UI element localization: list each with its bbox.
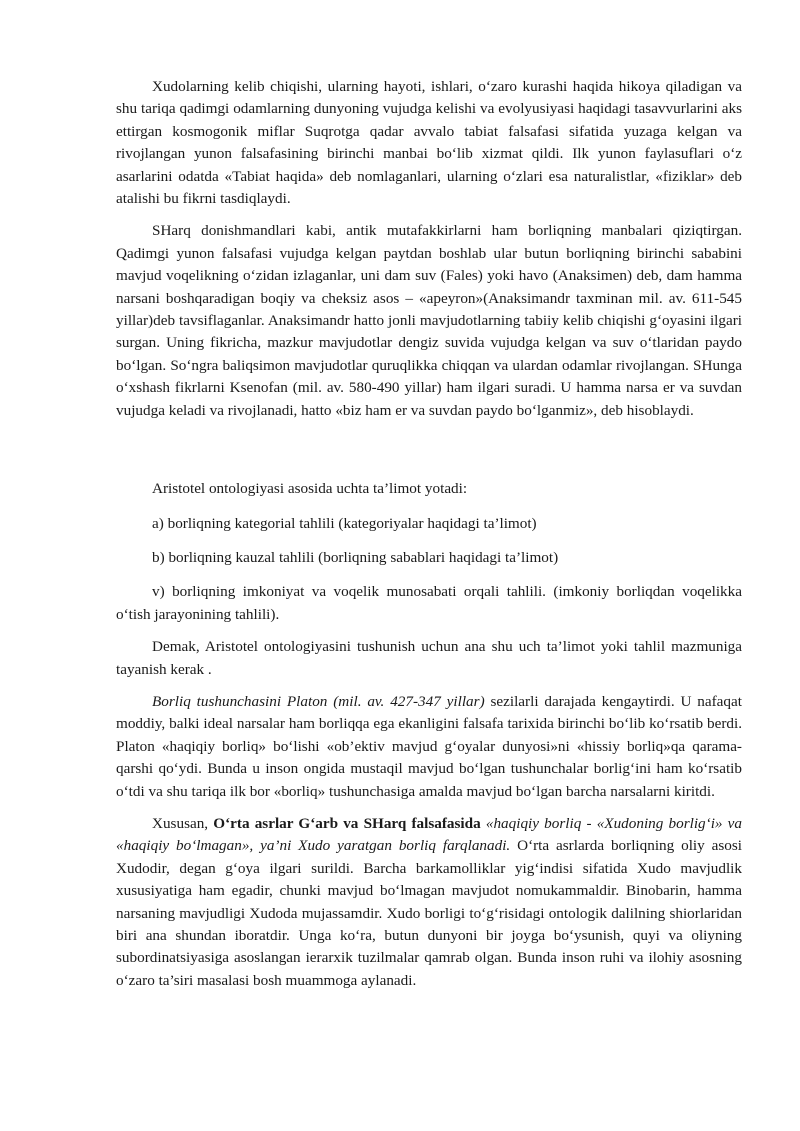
list-item-categorial: a) borliqning kategorial tahlili (kategoriyalar haqidagi ta’limot) <box>152 514 537 532</box>
paragraph-aristotle-intro: Aristotel ontologiyasi asosida uchta ta’limot yotadi: <box>152 480 468 498</box>
paragraph-middle-ages <box>116 813 742 992</box>
list-item-causal: b) borliqning kauzal tahlili (borliqning sabablari haqidagi ta’limot) <box>152 548 559 566</box>
list-item-possibility: v) borliqning imkoniyat va voqelik munosabati orqali tahlili. (imkoniy borliqdan voqelikka o‘tish jarayonining tahlili). <box>116 583 742 623</box>
middle-ages-bold-phrase: O‘rta asrlar G‘arb va SHarq falsafasida <box>213 814 481 832</box>
middle-ages-rest-text: O‘rta asrlarda borliqning oliy asosi Xudodir, degan g‘oya ilgari surildi. Barcha barkamolliklar yig‘indisi sifatida Xudo mavjudlik xususiyatiga ham egadir, chunki mavjud bo‘lmagan mavjudot nomukammaldir. Binobarin, hamma narsaning mavjudligi Xudoda mujassamdir. Xudo borligi to‘g‘risidagi ontologik dalilning shiorlaridan biri ana shundan iboratdir. Unga ko‘ra, butun dunyoni bir joyga bo‘ysunish, quyi va oliyning subordinatsiyasiga asoslangan ierarxik tuzilmalar qamrab olgan. Bunda inson ruhi va ilohiy asosning o‘zaro ta’siri masalasi bosh muammoga aylanadi. <box>116 837 742 989</box>
paragraph-aristotle-conclusion: Demak, Aristotel ontologiyasini tushunish uchun ana shu uch ta’limot yoki tahlil mazmuniga tayanish kerak . <box>116 638 742 678</box>
paragraph-platon <box>116 691 742 803</box>
document-page <box>116 76 742 992</box>
middle-ages-start: Xususan, <box>152 814 214 832</box>
paragraph-ancient-thinkers: SHarq donishmandlari kabi, antik mutafakkirlarni ham borliqning manbalari qiziqtirgan. Qadimgi yunon falsafasi vujudga kelgan paytdan boshlab ular butun borliqning birinchi sababini mavjud voqelikning o‘zidan izlaganlar, uni dam suv (Fales) yoki havo (Anaksimen) deb, dam hamma narsani boshqaradigan boqiy va cheksiz asos – «apeyron»(Anaksimandr taxminan mil. av. 611-545 yillar)deb tavsiflaganlar. Anaksimandr hatto jonli mavjudotlarning tabiiy kelib chiqishi g‘oyasini ilgari surgan. Uning fikricha, mazkur mavjudotlar dengiz suvida vujudga kelgan va suv o‘tlaridan paydo bo‘lgan. So‘ngra baliqsimon mavjudotlar quruqlikka chiqqan va ulardan odamlar rivojlangan. SHunga o‘xshash fikrlarni Ksenofan (mil. av. 580-490 yillar) ham ilgari suradi. U hamma narsa er va suvdan vujudga keladi va rivojlanadi, hatto «biz ham er va suvdan paydo bo‘lganmiz», deb hisoblaydi. <box>116 222 742 419</box>
paragraph-cosmogonic-myths: Xudolarning kelib chiqishi, ularning hayoti, ishlari, o‘zaro kurashi haqida hikoya qiladigan va shu tariqa qadimgi odamlarning dunyoning vujudga kelishi va evolyusiyasi haqidagi tasavvurlarini aks ettirgan kosmogonik miflar Suqrotga qadar avvalo tabiat falsafasi sifatida yuzaga kelgan va rivojlangan yunon falsafasining birinchi manbai bo‘lib xizmat qildi. Ilk yunon faylasuflari o‘z asarlarini odatda «Tabiat haqida» deb nomlaganlari, ularning o‘zlari esa naturalistlar, «fiziklar» deb atalishi bu fikrni tasdiqlaydi. <box>116 78 742 208</box>
platon-italic-phrase: Borliq tushunchasini Platon (mil. av. 427-347 yillar) <box>152 692 485 710</box>
platon-rest-text: sezilarli darajada kengaytirdi. U nafaqat moddiy, balki ideal narsalar ham borliqqa ega ekanligini falsafa tarixida birinchi bo‘lib ko‘rsatib berdi. Platon «haqiqiy borliq» bo‘lishi «ob’ektiv mavjud g‘oyalar dunyosi»ni «hissiy borliq»qa qarama-qarshi qo‘ydi. Bunda u inson ongida mustaqil mavjud bo‘lgan tushunchalar borlig‘ini ham ko‘rsatib o‘tdi va shu tariqa ilk bor «borliq» tushunchasiga amalda mavjud bo‘lgan barcha narsalarni kiritdi. <box>116 692 742 800</box>
middle-ages-italic-phrase: «haqiqiy borliq - «Xudoning borlig‘i» va «haqiqiy bo‘lmagan», ya’ni Xudo yaratgan borliq farqlanadi. <box>116 814 743 855</box>
